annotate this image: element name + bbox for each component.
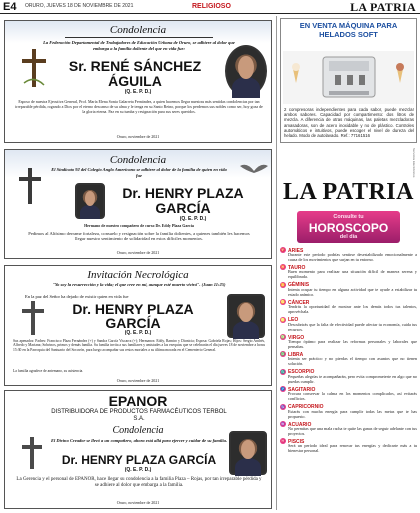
card-intro: La Federación Departamental de Trabajadores de Educación Urbana de Oruro, se adhiere al dolor que embarga a la familia doliente del que en vida fue: <box>43 40 235 51</box>
masthead-logo: LA PATRIA <box>350 0 416 14</box>
sign-piscis <box>280 438 417 454</box>
deceased-name: Dr. HENRY PLAZA <box>122 185 244 201</box>
title-underline <box>65 37 213 38</box>
page-number: E4 <box>3 1 17 13</box>
ad-body: 2 compresoras independientes para cada sabor, puede mezclar ambos sabores. Capacidad por compartimento: dos litros de mezcla. A diferencia de otras máquinas, las paletas mezcladoras amasadoras, son de acero inoxidable y no de plástico. Controles automáticos e intuitivos, puede escoger el nivel de dureza del helado. Modo de autolavado. Ref.: 77161516 <box>284 107 414 139</box>
qepd-label: (Q. E. P. D.) <box>179 216 207 222</box>
card-title: Invitación Necrológica <box>87 269 189 281</box>
horoscope-banner <box>297 211 400 243</box>
obituary-card-3 <box>4 265 272 386</box>
sign-text: Procura conservar la calma en los momentos complicados, así evitarás conflictos. <box>288 391 417 402</box>
card-intro-2: En la paz del Señor ha dejado de existir quien en vida fue <box>25 294 129 299</box>
banner-top-text: Consulte tu <box>333 214 364 220</box>
ad-headline-line1: EN VENTA MÁQUINA PARA <box>299 21 398 30</box>
horoscope-list <box>280 247 417 456</box>
card-signature: Oruro, noviembre de 2021 <box>116 500 160 505</box>
sign-text: Buen momento para realizar una situación difícil de manera serena y equilibrada. <box>288 269 417 280</box>
sign-name: SAGITARIO <box>288 386 316 393</box>
wings-icon <box>239 160 269 182</box>
pisces-icon: ♓ <box>280 439 286 444</box>
sagittarius-icon: ♐ <box>280 387 286 392</box>
deceased-photo <box>225 45 267 97</box>
cancer-icon: ♋ <box>280 300 286 305</box>
card-signature: Oruro, noviembre de 2021 <box>116 134 160 139</box>
card-body: La Gerencia y el personal de EPANOR, hace llegar su condolencia a la familia Plaza – Rojas, por tan irreparable pérdida y se adhiere al dolor que embarga a la familia. <box>16 477 262 488</box>
ad-headline <box>283 22 414 39</box>
virgo-icon: ♍ <box>280 335 286 340</box>
scorpio-icon: ♏ <box>280 369 286 374</box>
card-signature: Oruro, noviembre de 2021 <box>116 378 160 383</box>
card-title: Condolencia <box>112 425 164 436</box>
deceased-name: Dr. HENRY PLAZA GARCÍA <box>61 453 217 467</box>
deceased-name: Dr. HENRY PLAZA <box>72 301 194 317</box>
classified-ad <box>280 18 417 143</box>
deceased-photo <box>75 183 105 219</box>
sign-aries <box>280 247 417 263</box>
sign-cancer <box>280 299 417 315</box>
sign-name: ARIES <box>288 247 304 254</box>
company-subtitle: DISTRIBUIDORA DE PRODUCTOS FARMACÉUTICOS TERBOL S.A. <box>51 409 227 422</box>
sign-text: Tendrás la oportunidad de mostrar ante los demás todos tus talentos, aprovéchala. <box>288 304 417 315</box>
sign-leo <box>280 317 417 333</box>
sign-name: ACUARIO <box>288 421 312 428</box>
deceased-name-line2: GARCÍA <box>155 200 211 216</box>
card-body-bold: Hermano de nuestro compañero de curso Dr. Eddy Plaza García <box>84 223 194 228</box>
sign-name: LEO <box>288 317 299 324</box>
sign-virgo <box>280 334 417 350</box>
sign-escorpio <box>280 369 417 385</box>
qepd-label: (Q. E. P. D.) <box>124 330 152 336</box>
sign-text: Durante este período podrías sentirse desestabilizado emocionalmente a causa de los movimientos que surjan en tu entorno. <box>288 252 417 262</box>
qepd-label: (Q. E. P. D.) <box>124 89 152 95</box>
libra-icon: ♎ <box>280 352 286 357</box>
sign-name: PISCIS <box>288 438 305 445</box>
banner-bottom-text: del día <box>339 234 358 240</box>
section-title: RELIGIOSO <box>192 3 231 10</box>
card-body-2: La familia agradece de antemano, su asistencia. <box>13 369 84 373</box>
qepd-label: (Q. E. P. D.) <box>124 467 152 473</box>
card-body: Pedimos al Altísimo derrame fortaleza, consuelo y resignación sobre la familia dolientes, a quienes también les hacemos llegar nuestro sentimiento de solidaridad en estos difíciles momentos. <box>28 231 250 242</box>
side-strip-text: Servicios Electrónicos <box>412 148 416 178</box>
deceased-photo <box>227 294 265 338</box>
sign-text: Estarás con mucha energía para cumplir todas las metas que te has propuesto. <box>288 408 417 419</box>
obituary-card-1 <box>4 20 272 143</box>
obituary-card-4 <box>4 390 272 509</box>
card-body: Sus apenados: Padres: Francisco Plaza Fernández (+) y Sandra García Viscarra (+); Hermanos: Eddy, Ramiro y Dionicia; Esposa: Gabriela Rojas; Hijos: Sergio Andrés, Alfredo y Mariana; Sobrinos, primos y demás familia. Su familia invita a sus familiares y amistades a las exequias que se celebrarán el día jueves 18 de noviembre a horas 15:30 en la Parroquia del Santuario del Socavón, para luego acompañar sus restos mortales a su última morada en el Cementerio General. <box>13 339 266 352</box>
horoscope-masthead: LA PATRIA <box>283 179 414 205</box>
sign-text: Tiempo óptimo para realizar las reformas personales y laborales que pensabas. <box>288 339 417 349</box>
page-header <box>0 0 420 14</box>
sign-text: Pequeñas alegrías te acompañarán, pero evita comprometerte en algo que no puedas cumplir. <box>288 373 417 384</box>
card-intro: El Sindicato 92 del Colegio Anglo Americano se adhiere al dolor de la familia de quien en vida fue <box>51 167 227 178</box>
card-body: Esposo de nuestra Ejecutiva General, Prof. María Elena Sonia Galarreta Fernández, a quien hacemos llegar nuestras más sentidas condolencias por tan irreparable pérdida, rogando a Dios por el eterno descanso de su alma y le tenga en su Santo Reino, porque los perdemos sus nobles como ser, hoy goza de la gloria eterna. Paz en su tumba y resignación para sus seres queridos. <box>15 99 263 114</box>
sign-tauro <box>280 264 417 280</box>
sign-name: CAPRICORNIO <box>288 404 324 411</box>
deceased-name-line2: ÁGUILA <box>108 73 162 89</box>
sign-text: No permitas que una mala racha te quite las ganas de seguir adelante con tus proyectos. <box>288 426 417 436</box>
sign-geminis <box>280 282 417 298</box>
deceased-photo <box>229 431 267 475</box>
taurus-icon: ♉ <box>280 265 286 270</box>
aquarius-icon: ♒ <box>280 422 286 427</box>
card-intro: "Yo soy la resurrección y la vida; el que cree en mí, aunque esté muerto vivirá". (Juan 11:25) <box>52 282 226 287</box>
sign-text: Será un período ideal para renovar tus energías y dedicarte más a tu bienestar personal. <box>288 443 417 454</box>
cross-icon <box>19 435 45 471</box>
banner-main-text: HOROSCOPO <box>308 221 389 235</box>
company-name: EPANOR <box>108 393 168 409</box>
cross-icon <box>15 166 45 206</box>
capricorn-icon: ♑ <box>280 404 286 409</box>
deceased-name-line2: GARCÍA <box>105 315 161 331</box>
deceased-name: Sr. RENÉ SÁNCHEZ <box>68 58 202 74</box>
leo-icon: ♌ <box>280 317 286 322</box>
card-title: Condolencia <box>109 154 167 166</box>
card-intro: El Divino Creador se llevó a un compañero, ahora está allá para ejercer y cuidar de su familia. <box>50 438 228 443</box>
issue-date: ORURO, JUEVES 18 DE NOVIEMBRE DE 2021 <box>25 3 134 9</box>
ad-headline-line2: HELADOS SOFT <box>319 29 378 39</box>
sign-text: Descubrirás que la falta de efectividad puede afectar tu economía, cuida tus recursos. <box>288 321 417 332</box>
column-divider <box>276 16 277 510</box>
sign-libra <box>280 351 417 367</box>
sign-capricornio <box>280 404 417 420</box>
sign-text: Intenta ser práctico y no pierdas el tiempo con asuntos que no tienen solución. <box>288 356 417 367</box>
gemini-icon: ♊ <box>280 282 286 287</box>
card-title: Condolencia <box>109 24 167 36</box>
sign-acuario <box>280 421 417 437</box>
sign-name: ESCORPIO <box>288 369 315 376</box>
card-signature: Oruro, noviembre de 2021 <box>116 250 160 255</box>
aries-icon: ♈ <box>280 248 286 252</box>
sign-name: VIRGO <box>288 334 305 341</box>
sign-name: GÉMINIS <box>288 282 310 289</box>
ice-cream-machine-image <box>283 51 414 104</box>
sign-name: TAURO <box>288 264 306 271</box>
sign-text: Intenta ocupar tu tiempo en alguna actividad que te ayude a estabilizar tu estado anímico. <box>288 286 417 297</box>
sign-sagitario <box>280 386 417 402</box>
sign-name: CÁNCER <box>288 299 310 306</box>
sign-name: LIBRA <box>288 351 304 358</box>
obituary-card-2 <box>4 149 272 259</box>
